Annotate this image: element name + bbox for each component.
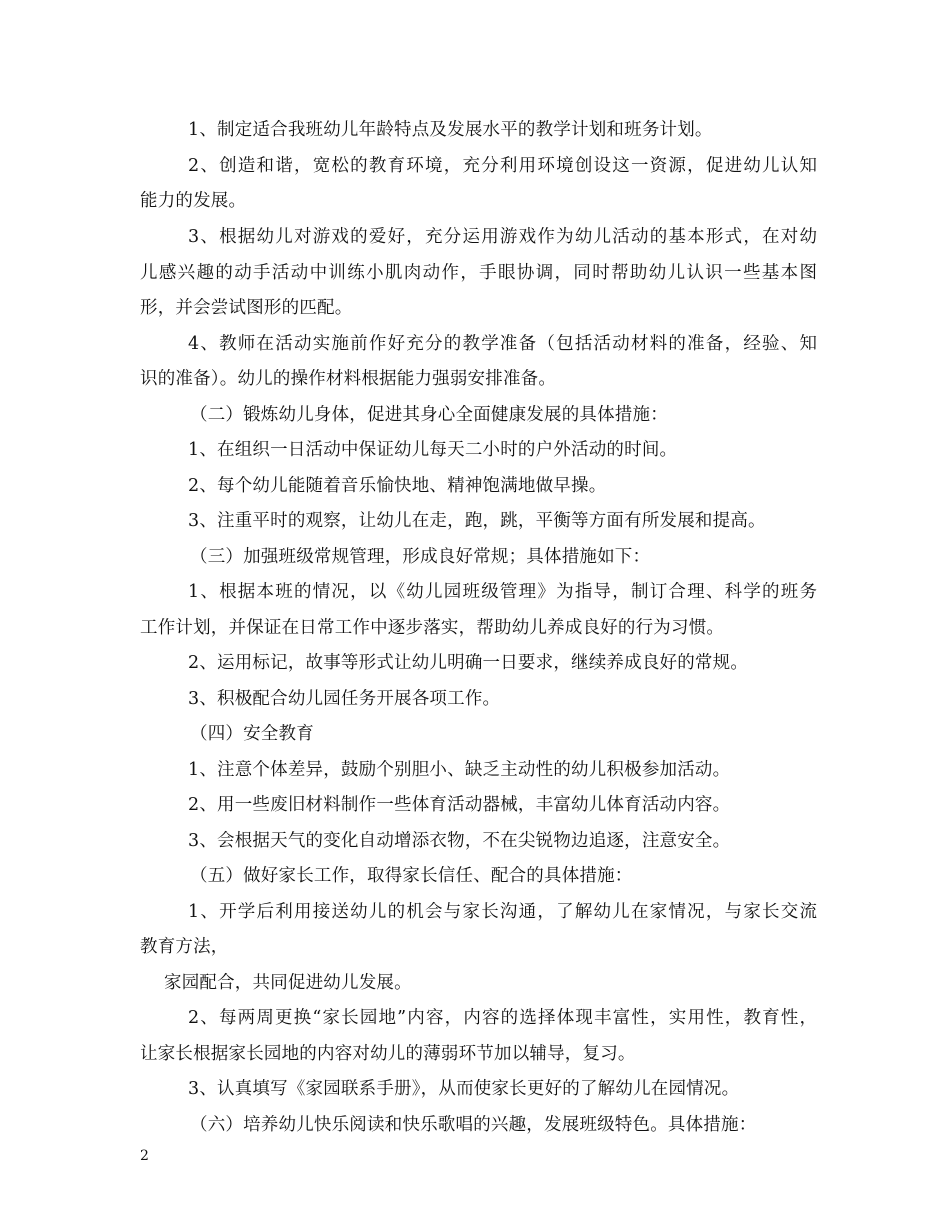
paragraph-line: 1、开学后利用接送幼儿的机会与家长沟通，了解幼儿在家情况，与家长交流 xyxy=(188,902,817,922)
section-heading: （五）做好家长工作，取得家长信任、配合的具体措施： xyxy=(190,866,633,886)
paragraph-line: 1、注意个体差异，鼓励个别胆小、缺乏主动性的幼儿积极参加活动。 xyxy=(188,760,731,780)
paragraph-line: 2、运用标记，故事等形式让幼儿明确一日要求，继续养成良好的常规。 xyxy=(188,653,749,673)
paragraph-line: 3、根据幼儿对游戏的爱好，充分运用游戏作为幼儿活动的基本形式，在对幼 xyxy=(188,227,817,247)
paragraph-line: 2、每两周更换“家长园地”内容，内容的选择体现丰富性，实用性，教育性， xyxy=(188,1008,817,1028)
paragraph-line: 3、认真填写《家园联系手册》，从而使家长更好的了解幼儿在园情况。 xyxy=(188,1079,740,1099)
paragraph-line: 2、每个幼儿能随着音乐愉快地、精神饱满地做早操。 xyxy=(188,476,607,496)
section-heading: （六）培养幼儿快乐阅读和快乐歌唱的兴趣，发展班级特色。具体措施： xyxy=(190,1115,757,1135)
paragraph-line: 4、教师在活动实施前作好充分的教学准备（包括活动材料的准备，经验、知 xyxy=(188,334,817,354)
paragraph-line: 2、创造和谐，宽松的教育环境，充分利用环境创设这一资源，促进幼儿认知 xyxy=(188,156,817,176)
paragraph-line: 2、用一些废旧材料制作一些体育活动器械，丰富幼儿体育活动内容。 xyxy=(188,795,731,815)
page-number: 2 xyxy=(140,1148,149,1164)
section-heading: （三）加强班级常规管理，形成良好常规；具体措施如下： xyxy=(190,547,651,567)
paragraph-line: 工作计划，并保证在日常工作中逐步落实，帮助幼儿养成良好的行为习惯。 xyxy=(140,618,725,638)
section-heading: （二）锻炼幼儿身体，促进其身心全面健康发展的具体措施： xyxy=(190,405,668,425)
paragraph-line: 让家长根据家长园地的内容对幼儿的薄弱环节加以辅导，复习。 xyxy=(140,1044,636,1064)
paragraph-line: 识的准备）。幼儿的操作材料根据能力强弱安排准备。 xyxy=(140,369,557,389)
paragraph-line: 1、根据本班的情况，以《幼儿园班级管理》为指导，制订合理、科学的班务 xyxy=(188,582,817,602)
section-heading: （四）安全教育 xyxy=(190,724,314,744)
paragraph-line: 家园配合，共同促进幼儿发展。 xyxy=(164,973,412,993)
paragraph-line: 1、在组织一日活动中保证幼儿每天二小时的户外活动的时间。 xyxy=(188,440,678,460)
paragraph-line: 形，并会尝试图形的匹配。 xyxy=(140,298,353,318)
paragraph-line: 3、注重平时的观察，让幼儿在走，跑，跳，平衡等方面有所发展和提高。 xyxy=(188,511,766,531)
paragraph-line: 教育方法， xyxy=(140,937,229,957)
paragraph-line: 1、制定适合我班幼儿年龄特点及发展水平的教学计划和班务计划。 xyxy=(188,120,713,140)
paragraph-line: 3、积极配合幼儿园任务开展各项工作。 xyxy=(188,689,501,709)
paragraph-line: 儿感兴趣的动手活动中训练小肌肉动作，手眼协调，同时帮助幼儿认识一些基本图 xyxy=(140,263,817,283)
paragraph-line: 能力的发展。 xyxy=(140,191,247,211)
paragraph-line: 3、会根据天气的变化自动增添衣物，不在尖锐物边追逐，注意安全。 xyxy=(188,831,731,851)
